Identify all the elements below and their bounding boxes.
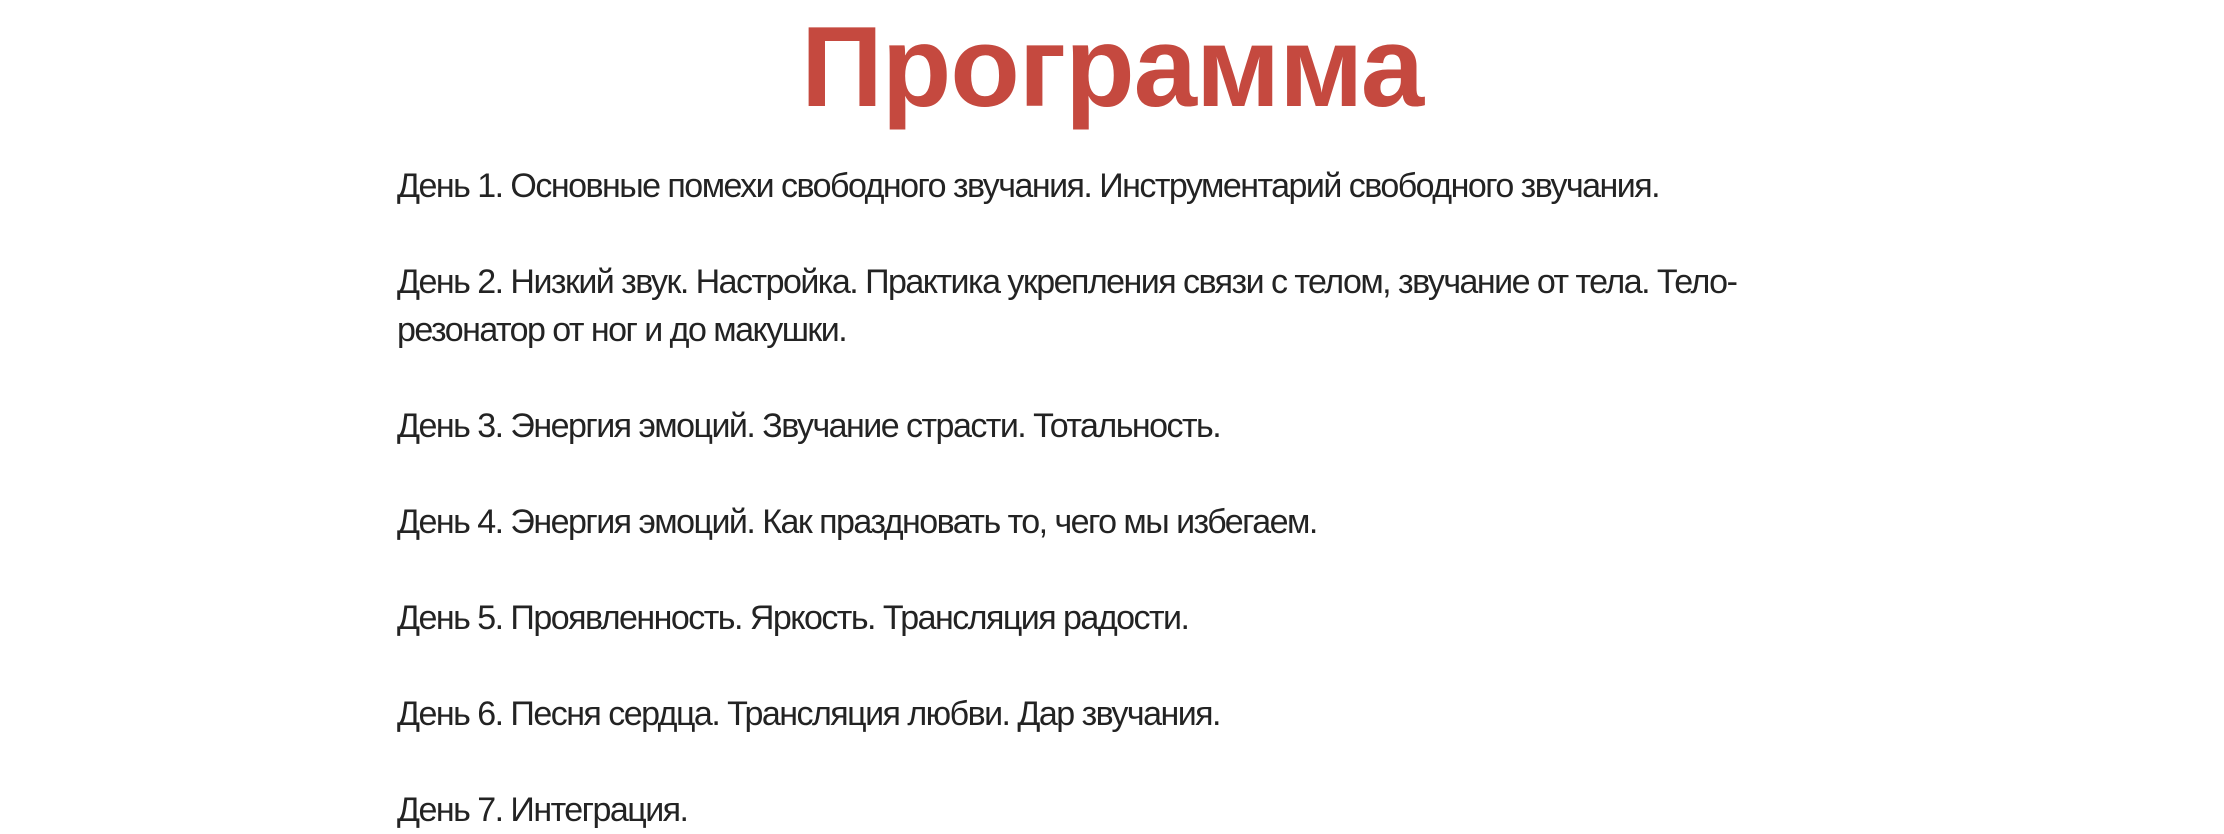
program-day-3: День 3. Энергия эмоций. Звучание страсти. Тотальность. xyxy=(397,406,1221,445)
program-day-1: День 1. Основные помехи свободного звучания. Инструментарий свободного звучания. xyxy=(397,166,1660,205)
program-day-7: День 7. Интеграция. xyxy=(397,790,688,829)
program-day-2: День 2. Низкий звук. Настройка. Практика укрепления связи с телом, звучание от тела. Тело-резонатор от ног и до макушки. xyxy=(397,262,1737,349)
program-day-4: День 4. Энергия эмоций. Как праздновать то, чего мы избегаем. xyxy=(397,502,1317,541)
program-day-6: День 6. Песня сердца. Трансляция любви. Дар звучания. xyxy=(397,694,1220,733)
page-title: Программа xyxy=(800,4,1424,131)
program-section xyxy=(397,0,1827,834)
program-day-5: День 5. Проявленность. Яркость. Трансляция радости. xyxy=(397,598,1189,637)
